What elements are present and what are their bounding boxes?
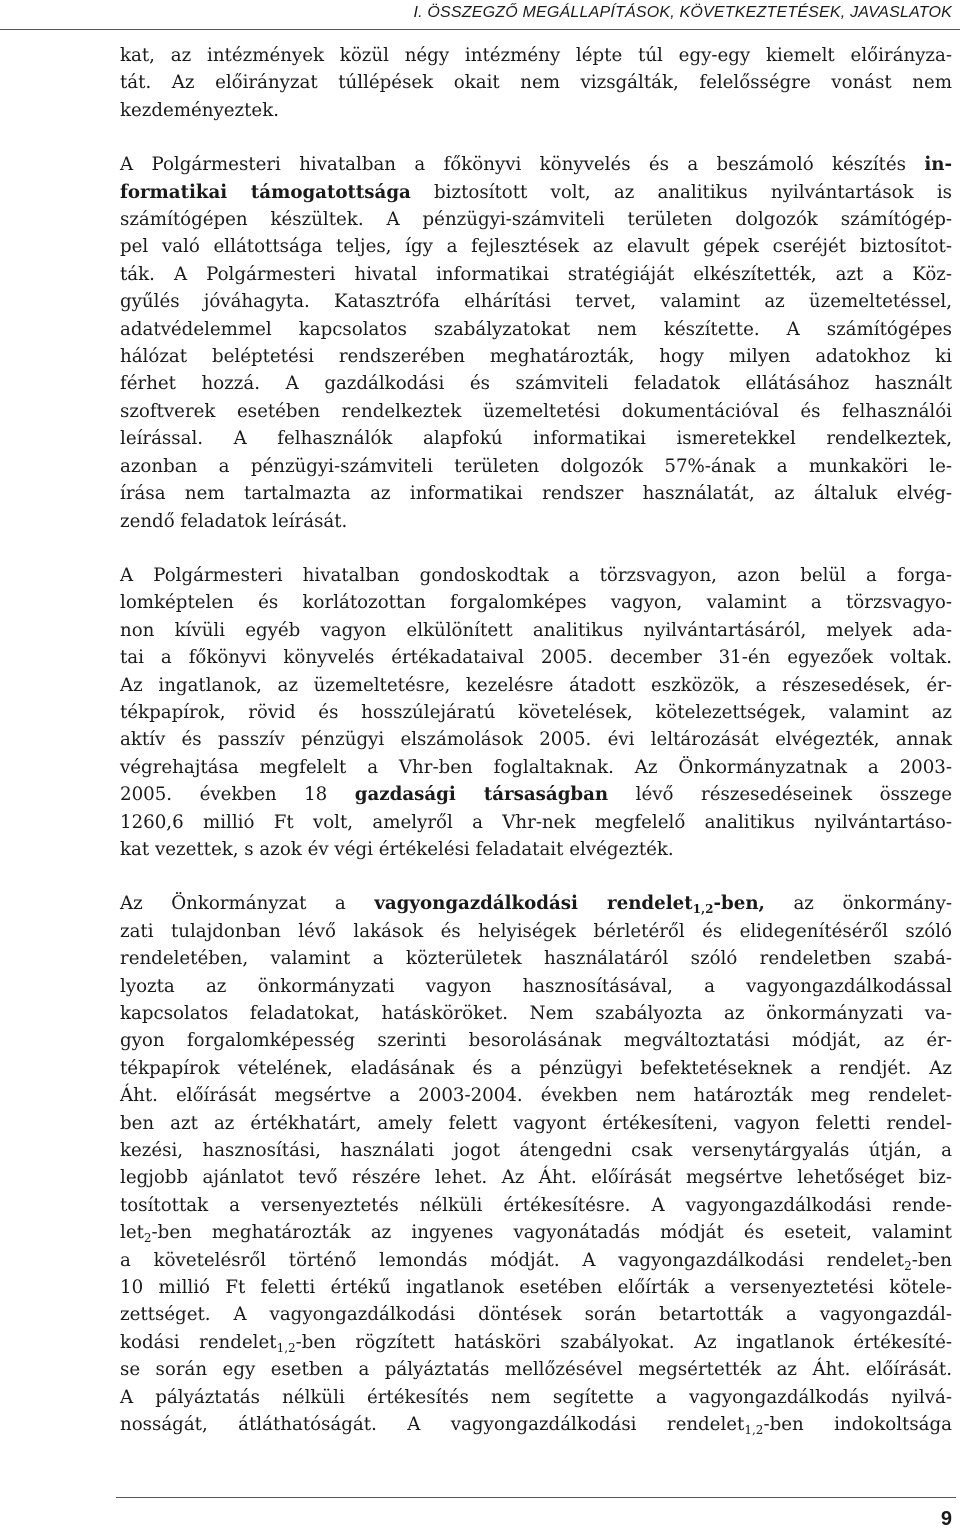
text-run: -ben: [911, 1249, 952, 1271]
text-run: számítógépen készültek. A pénzügyi-számviteli területen dolgozók számítógép-: [120, 209, 952, 231]
text-run: azonban a pénzügyi-számviteli területen dolgozók 57%-ának a munkaköri le-: [120, 455, 952, 477]
text-line: [120, 809, 952, 836]
text-run: rendeletében, valamint a közterületek használatáról szóló rendeletben szabá-: [120, 948, 952, 970]
text-line: [120, 562, 952, 589]
text-line: [120, 644, 952, 671]
paragraph: [120, 890, 952, 1438]
text-run: tát. Az előirányzat túllépések okait nem vizsgálták, felelősségre vonást nem: [120, 72, 952, 94]
text-run: let: [120, 1222, 144, 1244]
text-line: [120, 261, 952, 288]
text-run: gyon forgalomképesség szerinti besorolásának megváltoztatási módját, az ér-: [120, 1030, 952, 1052]
text-line: [120, 1301, 952, 1328]
text-line: [120, 343, 952, 370]
text-run: a követelésről történő lemondás módját. A vagyongazdálkodási rendelet: [120, 1249, 905, 1271]
text-run: Áht. előírását megsértve a 2003-2004. években nem határozták meg rendelet-: [120, 1085, 952, 1107]
text-run: A Polgármesteri hivatalban gondoskodtak a törzsvagyon, azon belül a forga-: [120, 564, 952, 586]
text-run: gyűlés jóváhagyta. Katasztrófa elhárítási tervet, valamint az üzemeltetéssel,: [120, 291, 952, 313]
bold-term: -ben,: [713, 893, 765, 915]
text-line: [120, 288, 952, 315]
text-run: 10 millió Ft feletti értékű ingatlanok esetében előírták a versenyeztetési kötele-: [120, 1277, 952, 1299]
text-line: [120, 370, 952, 397]
text-line: [120, 42, 952, 69]
text-run: 2005. években 18: [120, 784, 355, 806]
text-line: [120, 233, 952, 260]
text-run: 1260,6 millió Ft volt, amelyről a Vhr-nek megfelelő analitikus nyilvántartáso-: [120, 811, 952, 833]
footer-divider: [116, 1497, 956, 1498]
text-run: zettséget. A vagyongazdálkodási döntések során betartották a vagyongazdál-: [120, 1304, 952, 1326]
bold-term: in-: [924, 154, 952, 176]
text-line: [120, 918, 952, 945]
text-run: pel való ellátottsága teljes, így a fejlesztések az elavult gépek cseréjét biztosítot-: [120, 236, 952, 258]
text-run: kezési, hasznosítási, használati jogot átengedni csak versenytárgyalás útján, a: [120, 1140, 952, 1162]
text-run: férhet hozzá. A gazdálkodási és számviteli feladatok ellátásához használt: [120, 373, 952, 395]
text-run: kezdeményeztek.: [120, 99, 279, 121]
text-line: [120, 1027, 952, 1054]
text-run: kat, az intézmények közül négy intézmény lépte túl egy-egy kiemelt előirányza-: [120, 45, 952, 66]
text-line: [120, 890, 952, 917]
bold-term: formatikai támogatottsága: [120, 181, 411, 203]
text-run: non kívüli egyéb vagyon elkülönített analitikus nyilvántartásáról, melyek ada-: [120, 619, 952, 641]
text-run: szoftverek esetében rendelkeztek üzemeltetési dokumentációval és felhasználói: [120, 400, 952, 422]
text-line: [120, 973, 952, 1000]
text-run: ben azt az értékhatárt, amely felett vagyont értékesíteni, vagyon feletti rendel-: [120, 1112, 952, 1134]
text-line: [120, 1247, 952, 1274]
text-line: [120, 480, 952, 507]
text-line: [120, 1082, 952, 1109]
text-line: [120, 97, 952, 124]
page-number: 9: [940, 1508, 952, 1530]
paragraph: [120, 151, 952, 535]
text-run: hálózat beléptetési rendszerében meghatározták, hogy milyen adatokhoz ki: [120, 346, 952, 368]
subscript: 2: [904, 1258, 912, 1273]
text-run: aktív és passzív pénzügyi elszámolások 2005. évi leltározását elvégezték, annak: [120, 729, 952, 751]
text-line: [120, 754, 952, 781]
text-run: írása nem tartalmazta az informatikai rendszer használatát, az általuk elvég-: [120, 483, 952, 505]
text-line: [120, 508, 952, 535]
text-run: zati tulajdonban lévő lakások és helyiségek bérletéről és elidegenítéséről szóló: [120, 920, 952, 942]
text-run: -ben meghatározták az ingyenes vagyonátadás módját és eseteit, valamint: [151, 1222, 952, 1244]
text-line: [120, 179, 952, 206]
text-run: adatvédelemmel kapcsolatos szabályzatokat nem készítette. A számítógépes: [120, 318, 952, 340]
text-line: [120, 316, 952, 343]
text-run: A pályáztatás nélküli értékesítés nem segítette a vagyongazdálkodás nyilvá-: [120, 1386, 952, 1408]
paragraph: [120, 42, 952, 124]
text-run: kat vezettek, s azok év végi értékelési feladatait elvégezték.: [120, 838, 674, 860]
text-line: [120, 1329, 952, 1356]
header-divider: [0, 29, 960, 30]
text-run: lévő részesedéseinek összege: [608, 784, 952, 806]
bold-term: gazdasági társaságban: [354, 784, 609, 806]
paragraph: [120, 562, 952, 863]
text-line: [120, 672, 952, 699]
text-line: [120, 398, 952, 425]
text-line: [120, 945, 952, 972]
subscript: 1,2: [744, 1423, 764, 1438]
text-line: [120, 781, 952, 808]
text-run: az önkormány-: [764, 893, 952, 915]
text-line: [120, 589, 952, 616]
text-run: Az Önkormányzat a: [120, 893, 375, 915]
text-line: [120, 1000, 952, 1027]
text-run: lyozta az önkormányzati vagyon hasznosításával, a vagyongazdálkodással: [120, 975, 952, 997]
text-line: [120, 1137, 952, 1164]
text-run: kodási rendelet: [120, 1331, 277, 1353]
text-run: tai a főkönyvi könyvelés értékadataival 2005. december 31-én egyezőek voltak.: [120, 647, 952, 669]
text-run: nosságát, átláthatóságát. A vagyongazdálkodási rendelet: [120, 1414, 745, 1436]
text-line: [120, 836, 952, 863]
text-line: [120, 425, 952, 452]
text-run: -ben indokoltsága: [763, 1414, 952, 1436]
text-run: zendő feladatok leírását.: [120, 510, 348, 532]
subscript: 2: [143, 1231, 152, 1246]
text-line: [120, 453, 952, 480]
text-run: biztosított volt, az analitikus nyilvántartások is: [410, 181, 952, 203]
text-line: [120, 1110, 952, 1137]
text-line: [120, 69, 952, 96]
text-run: legjobb ajánlatot tevő részére lehet. Az Áht. előírását megsértve lehetőséget biz-: [120, 1167, 952, 1189]
text-run: A Polgármesteri hivatalban a főkönyvi könyvelés és a beszámoló készítés: [120, 154, 925, 176]
text-line: [120, 1192, 952, 1219]
text-run: tosítottak a versenyeztetés nélküli értékesítésre. A vagyongazdálkodási rende-: [120, 1194, 952, 1216]
text-line: [120, 1411, 952, 1438]
text-run: tékpapírok, rövid és hosszúlejáratú követelések, kötelezettségek, valamint az: [120, 701, 952, 723]
subscript: 1,2: [692, 902, 714, 917]
text-run: kapcsolatos feladatokat, hatásköröket. Nem szabályozta az önkormányzati va-: [120, 1003, 952, 1024]
text-run: se során egy esetben a pályáztatás mellőzésével megsértették az Áht. előírását.: [120, 1359, 952, 1381]
text-line: [120, 699, 952, 726]
subscript: 1,2: [276, 1340, 296, 1355]
text-line: [120, 1356, 952, 1383]
text-line: [120, 617, 952, 644]
text-run: -ben rögzített hatásköri szabályokat. Az ingatlanok értékesíté-: [295, 1331, 952, 1353]
text-run: leírással. A felhasználók alapfokú informatikai ismeretekkel rendelkeztek,: [120, 428, 952, 450]
text-run: Az ingatlanok, az üzemeltetésre, kezelésre átadott eszközök, a részesedések, ér-: [120, 674, 952, 696]
text-line: [120, 151, 952, 178]
text-line: [120, 1164, 952, 1191]
text-line: [120, 1055, 952, 1082]
text-line: [120, 1274, 952, 1301]
text-run: lomképtelen és korlátozottan forgalomképes vagyon, valamint a törzsvagyo-: [120, 592, 952, 614]
text-run: ták. A Polgármesteri hivatal informatikai stratégiáját elkészítették, azt a Köz-: [120, 263, 952, 285]
text-run: tékpapírok vételének, eladásának és a pénzügyi befektetéseknek a rendjét. Az: [120, 1057, 952, 1079]
text-line: [120, 1384, 952, 1411]
document-body: [120, 42, 952, 1439]
bold-term: vagyongazdálkodási rendelet: [374, 893, 693, 915]
running-header: I. ÖSSZEGZŐ MEGÁLLAPÍTÁSOK, KÖVETKEZTETÉSEK, JAVASLATOK: [413, 4, 952, 21]
text-line: [120, 726, 952, 753]
text-line: [120, 1219, 952, 1246]
text-run: végrehajtása megfelelt a Vhr-ben foglaltaknak. Az Önkormányzatnak a 2003-: [120, 756, 952, 778]
text-line: [120, 206, 952, 233]
